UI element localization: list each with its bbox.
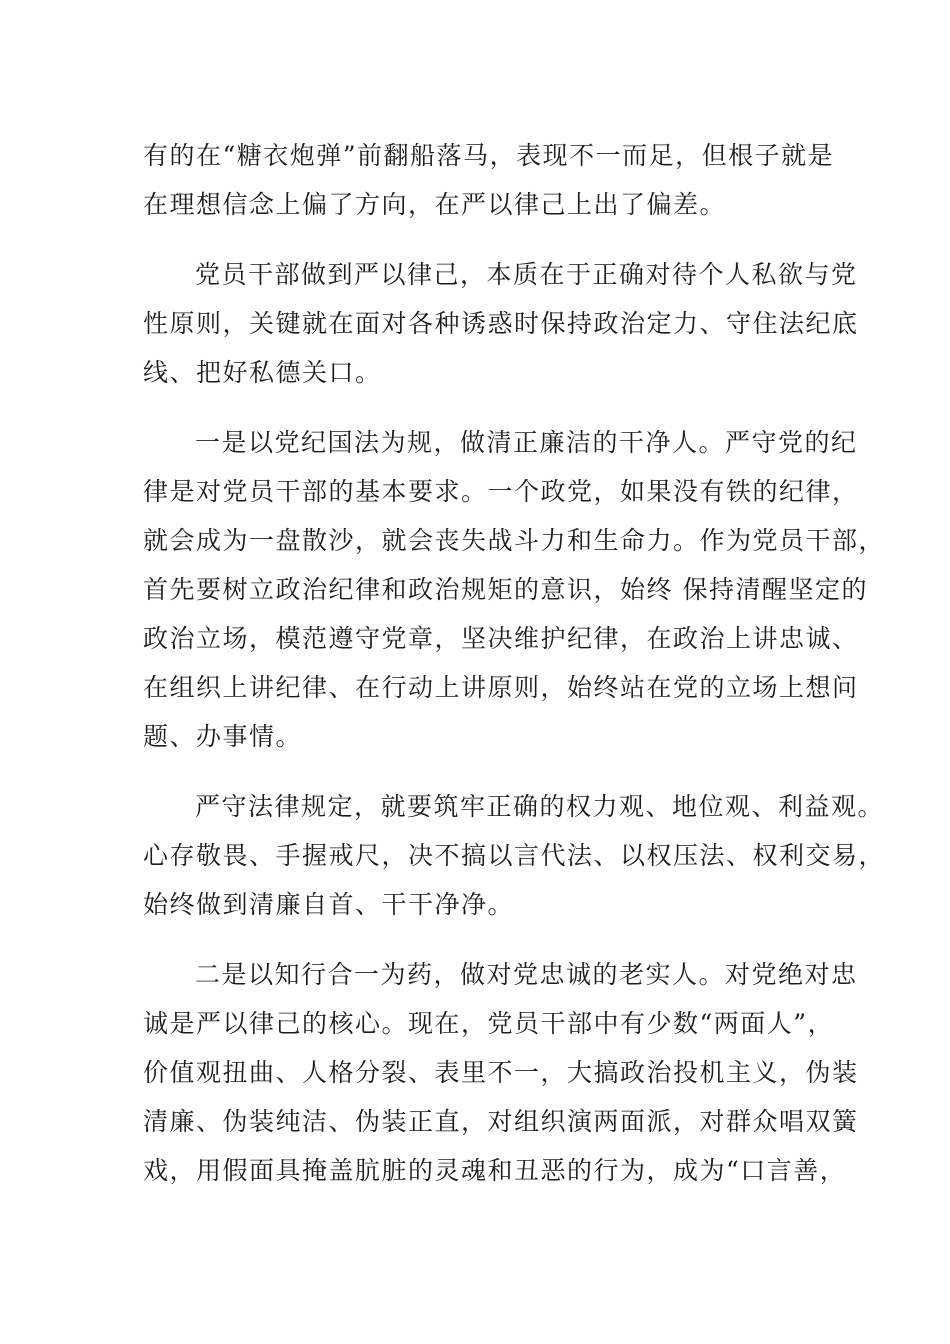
text-line: 首先要树立政治纪律和政治规矩的意识，始终 保持清醒坚定的 bbox=[143, 575, 868, 604]
text-line: 有的在“糖衣炮弹”前翻船落马，表现不一而足，但根子就是 bbox=[143, 141, 835, 170]
paragraph bbox=[143, 950, 859, 1195]
paragraph bbox=[143, 782, 886, 929]
text-line: 二是以知行合一为药，做对党忠诚的老实人。对党绝对忠 bbox=[195, 960, 858, 989]
text-line: 严守法律规定，就要筑牢正确的权力观、地位观、利益观。 bbox=[195, 792, 885, 821]
text-line: 在理想信念上偏了方向，在严以律己上出了偏差。 bbox=[143, 190, 727, 219]
body-text bbox=[143, 131, 886, 1216]
text-line: 心存敬畏、手握戒尺，决不搞以言代法、以权压法、权利交易， bbox=[143, 841, 886, 870]
text-line: 戏，用假面具掩盖肮脏的灵魂和丑恶的行为，成为“口言善， bbox=[143, 1156, 847, 1185]
text-line: 线、把好私德关口。 bbox=[143, 358, 382, 387]
text-line: 政治立场，模范遵守党章，坚决维护纪律，在政治上讲忠诚、 bbox=[143, 624, 859, 653]
text-line: 一是以党纪国法为规，做清正廉洁的干净人。严守党的纪 bbox=[195, 428, 858, 457]
text-line: 诚是严以律己的核心。现在，党员干部中有少数“两面人”， bbox=[143, 1009, 835, 1038]
text-line: 始终做到清廉自首、干干净净。 bbox=[143, 890, 515, 919]
text-line: 价值观扭曲、人格分裂、表里不一，大搞政治投机主义，伪装 bbox=[143, 1058, 859, 1087]
text-line: 清廉、伪装纯洁、伪装正直，对组织演两面派，对群众唱双簧 bbox=[143, 1107, 859, 1136]
text-line: 律是对党员干部的基本要求。一个政党，如果没有铁的纪律， bbox=[143, 477, 859, 506]
text-line: 在组织上讲纪律、在行动上讲原则，始终站在党的立场上想问 bbox=[143, 673, 859, 702]
paragraph bbox=[143, 131, 835, 229]
text-line: 题、办事情。 bbox=[143, 722, 303, 751]
text-line: 性原则，关键就在面对各种诱惑时保持政治定力、守住法纪底 bbox=[143, 309, 859, 338]
paragraph bbox=[143, 418, 886, 761]
text-line: 党员干部做到严以律己，本质在于正确对待个人私欲与党 bbox=[195, 260, 858, 289]
paragraph bbox=[143, 250, 859, 397]
text-line: 就会成为一盘散沙，就会丧失战斗力和生命力。作为党员干部， bbox=[143, 526, 886, 555]
